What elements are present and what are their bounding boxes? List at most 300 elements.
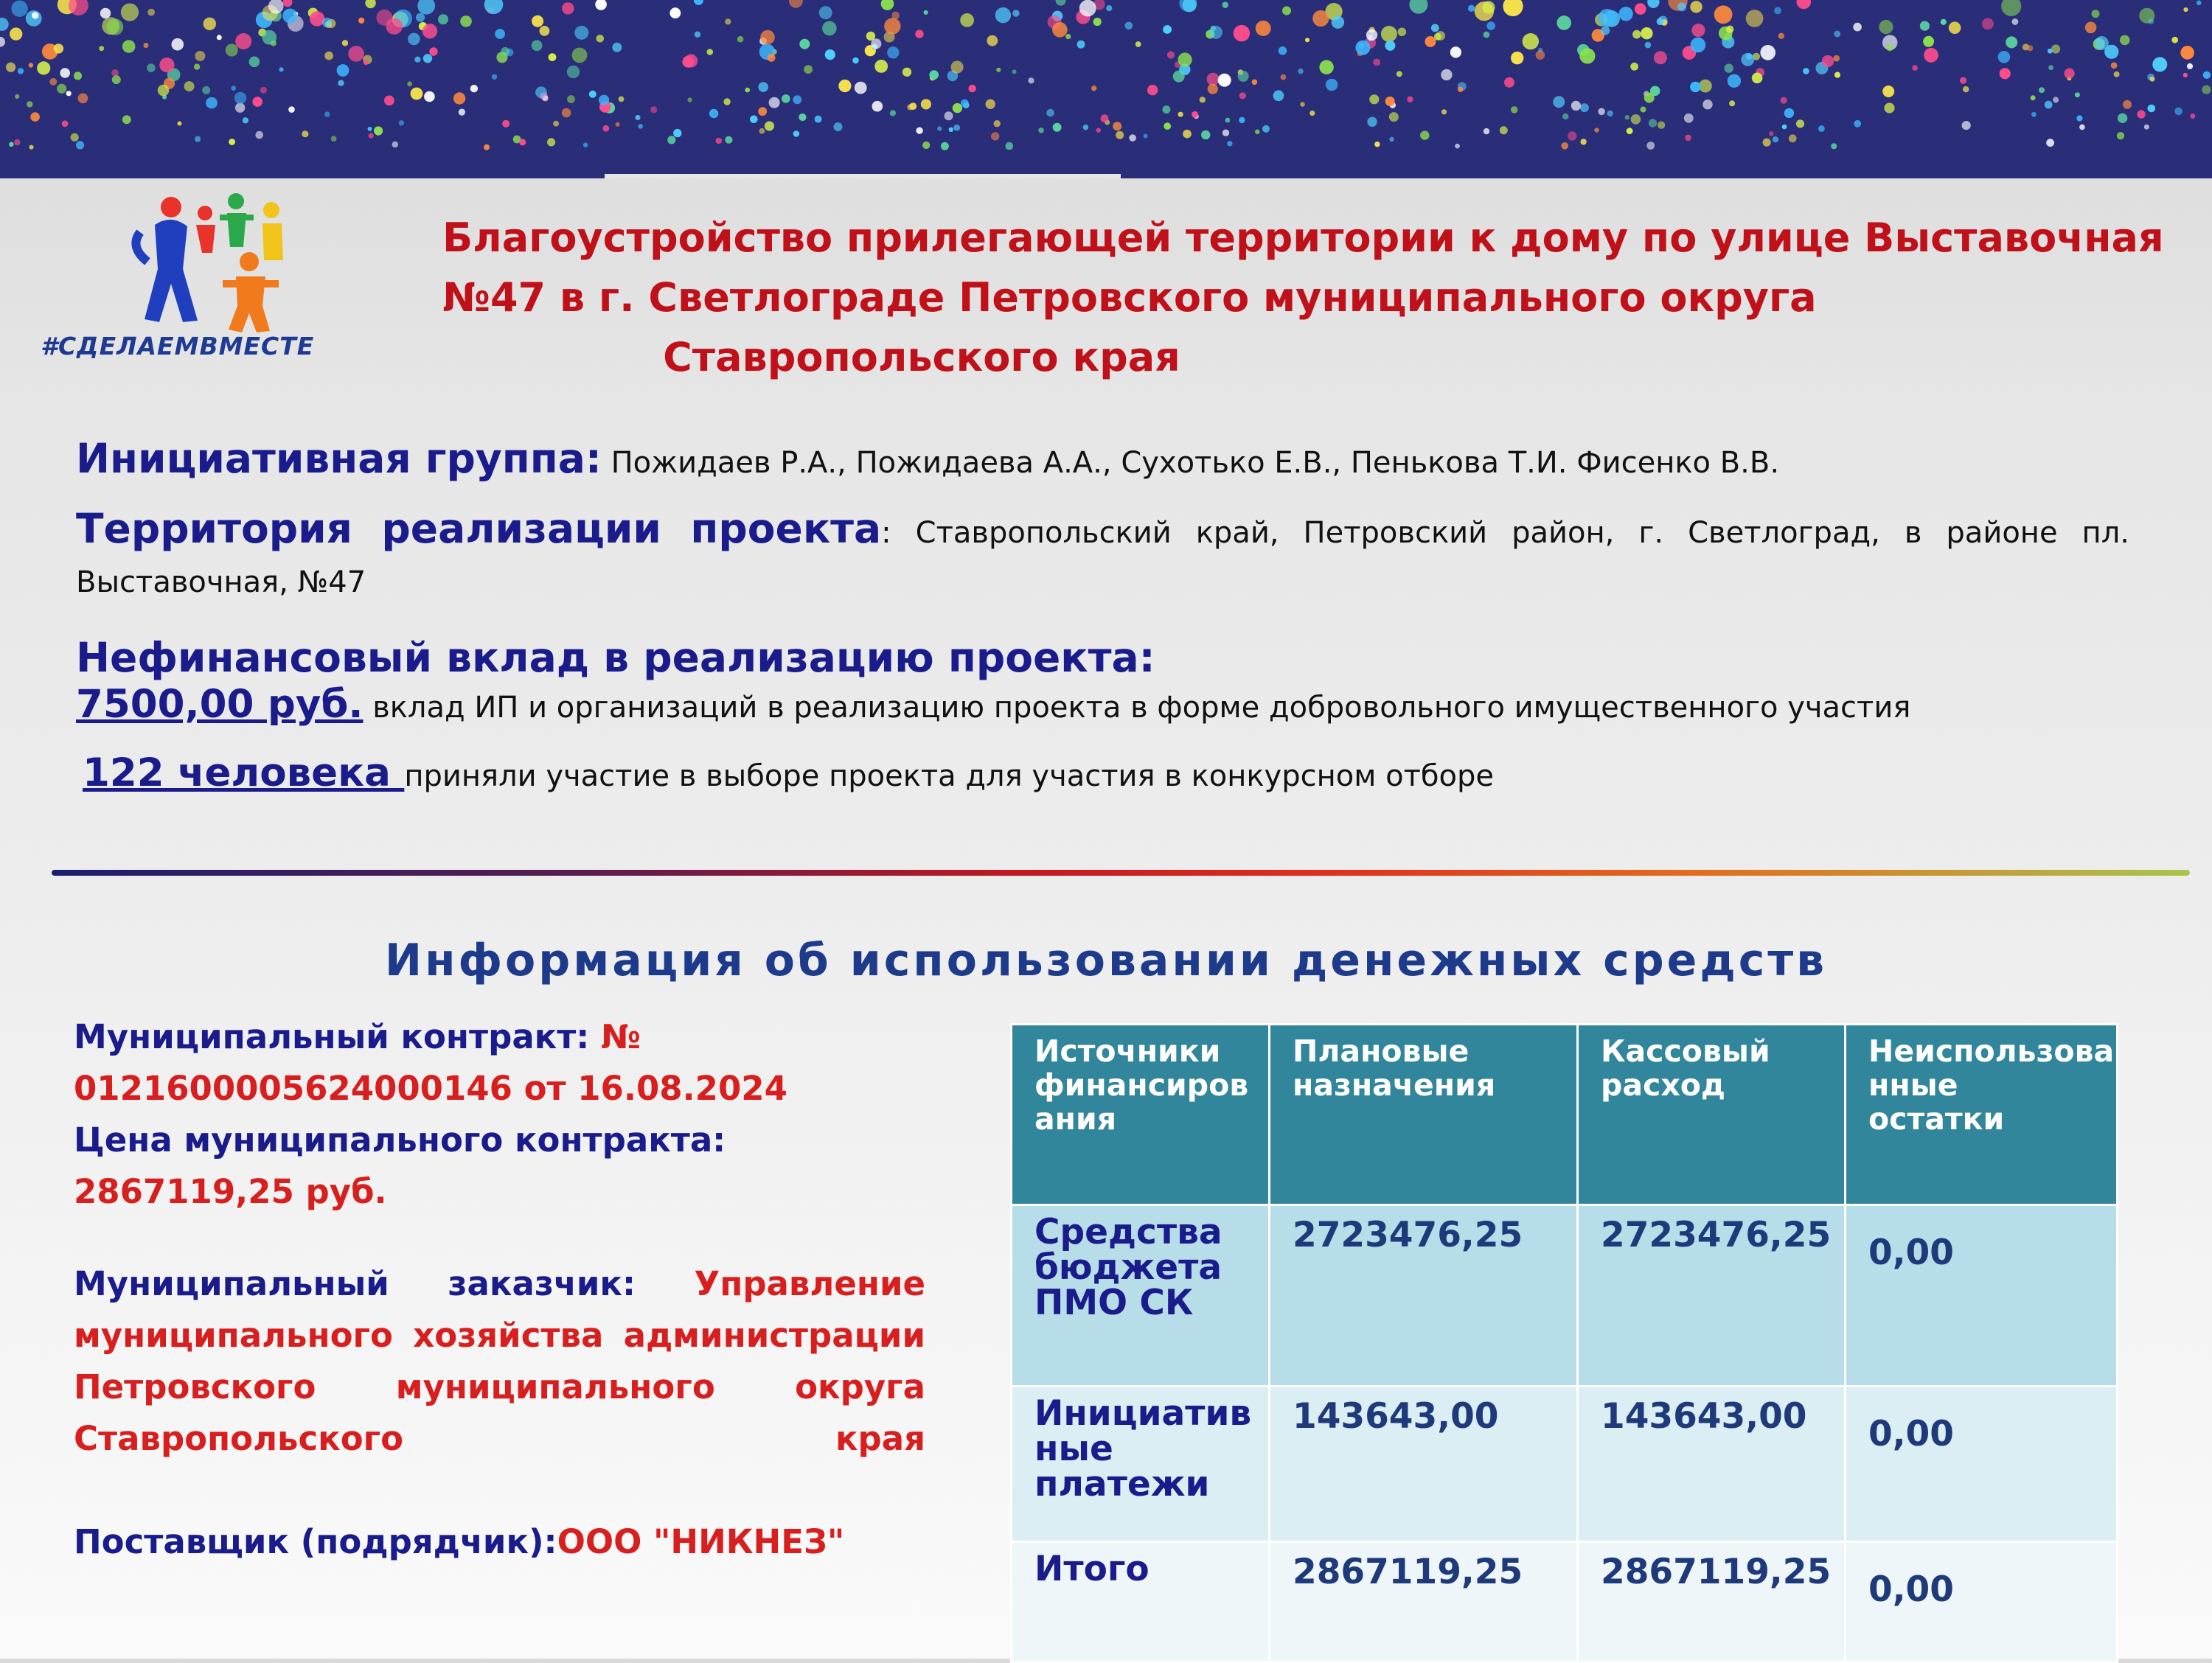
confetti-dot (459, 109, 465, 116)
confetti-dot (2065, 69, 2075, 79)
initiative-value: Пожидаев Р.А., Пожидаева А.А., Сухотько Е.В., Пенькова Т.И. Фисенко В.В. (601, 446, 1780, 480)
confetti-dot (921, 99, 931, 109)
confetti-dot (288, 106, 295, 113)
confetti-dot (1562, 114, 1568, 119)
confetti-dot (1923, 36, 1934, 47)
confetti-dot (562, 2, 574, 14)
confetti-dot (759, 128, 765, 134)
confetti-dot (1310, 111, 1315, 116)
confetti-dot (1831, 143, 1837, 149)
confetti-dot (769, 97, 780, 108)
nonfinancial-amount-row (76, 682, 2129, 727)
cell-spent: 2723476,25 (1578, 1205, 1846, 1387)
confetti-dot (789, 0, 803, 8)
confetti-dot (1468, 5, 1475, 12)
confetti-dot (616, 122, 620, 127)
confetti-dot (1326, 79, 1338, 91)
confetti-dot (599, 95, 609, 105)
confetti-dot (1369, 94, 1379, 104)
confetti-dot (890, 110, 896, 116)
confetti-dot (121, 4, 139, 21)
confetti-dot (1281, 74, 1287, 80)
header-banner (0, 0, 2212, 178)
territory-label: Территория реализации проекта (76, 505, 882, 552)
confetti-dot (1630, 63, 1638, 71)
confetti-dot (1209, 26, 1222, 39)
confetti-dot (1833, 55, 1840, 62)
confetti-dot (2203, 72, 2211, 79)
confetti-dot (902, 68, 911, 77)
confetti-dot (765, 121, 774, 130)
confetti-dot (1645, 42, 1652, 49)
confetti-dot (422, 24, 437, 38)
confetti-dot (1690, 1, 1702, 13)
confetti-dot (1834, 31, 1840, 38)
confetti-dot (1769, 131, 1773, 136)
confetti-dot (1579, 48, 1595, 63)
confetti-dot (2117, 132, 2124, 139)
confetti-dot (945, 111, 953, 120)
confetti-dot (1796, 119, 1804, 128)
confetti-dot (1607, 111, 1613, 116)
title-line: Ставропольского края (663, 334, 1180, 380)
confetti-dot (2053, 97, 2059, 102)
confetti-dot (1486, 21, 1495, 30)
confetti-dot (1056, 0, 1066, 6)
confetti-dot (583, 143, 588, 147)
confetti-dot (1561, 142, 1568, 150)
confetti-dot (1594, 128, 1599, 132)
confetti-dot (262, 30, 276, 45)
confetti-dot (1367, 117, 1377, 127)
page-title (442, 208, 2164, 387)
confetti-dot (78, 93, 88, 103)
confetti-dot (2000, 68, 2011, 79)
confetti-dot (1238, 71, 1249, 82)
confetti-dot (399, 120, 404, 125)
confetti-dot (1077, 41, 1085, 49)
confetti-dot (519, 139, 526, 145)
confetti-dot (1144, 134, 1148, 139)
confetti-dot (1366, 29, 1377, 41)
confetti-dot (235, 102, 245, 112)
confetti-dot (1884, 102, 1894, 113)
confetti-dot (159, 57, 174, 72)
confetti-dot (1178, 112, 1183, 117)
gradient-divider (52, 870, 2190, 876)
confetti-dot (2152, 57, 2167, 72)
confetti-dot (673, 129, 681, 137)
confetti-dot (937, 126, 942, 130)
confetti-dot (368, 127, 372, 131)
confetti-dot (2039, 87, 2045, 93)
confetti-dot (745, 88, 750, 93)
confetti-dot (1644, 93, 1655, 103)
confetti-dot (1503, 0, 1523, 16)
confetti-dot (2202, 86, 2211, 94)
confetti-dot (1192, 111, 1198, 118)
confetti-dot (612, 43, 622, 52)
confetti-dot (1854, 120, 1861, 128)
confetti-dot (195, 136, 201, 142)
confetti-dot (1571, 101, 1581, 111)
people-logo-icon (125, 181, 295, 335)
confetti-dot (1803, 68, 1809, 74)
confetti-dot (1135, 41, 1141, 47)
cell-spent: 143643,00 (1578, 1387, 1846, 1542)
confetti-dot (1853, 23, 1862, 32)
confetti-dot (204, 18, 216, 30)
confetti-dot (1431, 24, 1439, 32)
confetti-dot (619, 97, 625, 102)
confetti-dot (279, 67, 283, 72)
confetti-dot (324, 111, 330, 117)
confetti-dot (2027, 45, 2033, 51)
price-label: Цена муниципального контракта: (74, 1120, 726, 1160)
confetti-dot (2118, 114, 2127, 123)
confetti-dot (1635, 3, 1646, 15)
contract-info (74, 1011, 925, 1568)
confetti-dot (172, 38, 184, 51)
confetti-dot (1568, 131, 1576, 140)
supplier-block (74, 1516, 925, 1568)
nonfinancial-amount-text: вклад ИП и организаций в реализацию проекта в форме добровольного имущественного участия (363, 691, 1911, 725)
confetti-dot (723, 98, 730, 105)
confetti-dot (793, 95, 801, 104)
confetti-dot (1774, 7, 1781, 15)
confetti-dot (1183, 130, 1192, 139)
confetti-dot (2137, 110, 2145, 118)
confetti-dot (2174, 108, 2183, 116)
confetti-dot (122, 115, 131, 124)
confetti-dot (2148, 105, 2156, 113)
confetti-dot (1012, 69, 1017, 74)
confetti-dot (1631, 114, 1641, 125)
confetti-dot (107, 18, 124, 35)
supplier-label: Поставщик (подрядчик): (74, 1522, 557, 1561)
confetti-dot (1458, 87, 1463, 92)
confetti-dot (589, 91, 597, 98)
confetti-dot (2085, 22, 2097, 34)
confetti-dot (1389, 137, 1394, 142)
confetti-dot (66, 91, 72, 96)
confetti-dot (1407, 97, 1413, 102)
confetti-dot (111, 69, 119, 77)
confetti-dot (2123, 100, 2132, 109)
confetti-dot (916, 128, 922, 134)
confetti-dot (243, 117, 248, 123)
confetti-dot (1654, 51, 1667, 64)
confetti-dot (1557, 15, 1571, 30)
confetti-dot (1300, 102, 1305, 107)
confetti-dot (603, 125, 610, 132)
confetti-dot (1726, 26, 1733, 33)
confetti-dot (1106, 5, 1112, 11)
confetti-dot (74, 72, 82, 80)
participants-row (83, 750, 2136, 795)
confetti-dot (953, 103, 962, 113)
confetti-dot (929, 70, 939, 80)
confetti-dot (553, 121, 559, 127)
confetti-dot (1482, 1, 1495, 13)
confetti-dot (695, 32, 700, 38)
confetti-dot (1273, 90, 1284, 101)
confetti-dot (1425, 36, 1436, 47)
confetti-dot (819, 6, 832, 19)
confetti-dot (1208, 84, 1218, 94)
confetti-dot (567, 66, 580, 78)
confetti-dot (1420, 130, 1429, 139)
confetti-dot (1998, 51, 2011, 63)
confetti-dot (1703, 100, 1712, 109)
confetti-dot (178, 122, 182, 126)
confetti-dot (1949, 21, 1961, 34)
confetti-dot (1760, 45, 1775, 60)
confetti-dot (951, 60, 964, 73)
confetti-dot (1455, 144, 1460, 149)
confetti-dot (1728, 74, 1741, 88)
confetti-dot (725, 136, 732, 144)
confetti-dot (1962, 121, 1971, 130)
confetti-dot (986, 100, 995, 109)
confetti-dot (961, 100, 969, 108)
confetti-dot (1580, 103, 1589, 112)
confetti-dot (1646, 142, 1655, 150)
confetti-dot (1101, 114, 1109, 122)
confetti-dot (2183, 7, 2188, 12)
confetti-dot (144, 43, 149, 48)
confetti-dot (1511, 52, 1523, 64)
confetti-dot (1374, 142, 1380, 147)
confetti-dot (2187, 63, 2193, 69)
confetti-dot (1397, 71, 1402, 77)
confetti-dot (1504, 77, 1514, 88)
confetti-dot (365, 0, 375, 8)
contract-number-value: № 0121600005624000146 от 16.08.2024 (74, 1017, 787, 1108)
confetti-dot (540, 26, 550, 36)
customer-label: Муниципальный заказчик: (74, 1264, 695, 1303)
confetti-dot (1319, 60, 1333, 74)
confetti-dot (283, 0, 293, 7)
confetti-dot (1332, 16, 1344, 29)
confetti-dot (2114, 72, 2120, 77)
confetti-dot (71, 133, 79, 142)
confetti-dot (112, 75, 121, 84)
confetti-dot (1618, 7, 1632, 21)
confetti-dot (1234, 25, 1250, 41)
table-row (1012, 1205, 2118, 1387)
confetti-dot (909, 102, 917, 110)
hashtag-label: #СДЕЛАЕМВМЕСТЕ (41, 332, 315, 360)
participants-text: приняли участие в выборе проекта для участия в конкурсном отборе (404, 759, 1495, 793)
confetti-dot (226, 43, 238, 56)
confetti-dot (725, 18, 731, 24)
confetti-dot (348, 46, 364, 62)
participants-count: 122 человека (83, 750, 405, 795)
confetti-dot (249, 57, 260, 68)
customer-value: Управление муниципального хозяйства администрации Петровского муниципального округа Ставропольского края (74, 1264, 925, 1458)
confetti-dot (255, 131, 263, 139)
confetti-dot (1028, 77, 1034, 83)
confetti-dot (825, 49, 835, 60)
confetti-dot (1298, 69, 1303, 74)
initiative-group (76, 435, 2129, 482)
header-spent: Кассовый расход (1578, 1025, 1846, 1205)
confetti-dot (501, 47, 509, 56)
confetti-dot (2120, 35, 2130, 46)
table-header-row (1012, 1025, 2118, 1205)
confetti-dot (716, 138, 723, 144)
confetti-dot (996, 68, 1001, 72)
title-line: Благоустройство прилегающей территории к дому по улице Выставочная (442, 215, 2164, 261)
confetti-dot (815, 116, 822, 123)
confetti-dot (417, 0, 435, 15)
confetti-dot (1484, 32, 1490, 38)
confetti-dot (76, 141, 84, 149)
confetti-dot (358, 18, 364, 24)
confetti-dot (1385, 97, 1395, 106)
confetti-dot (915, 29, 923, 38)
confetti-dot (1046, 109, 1054, 117)
confetti-dot (15, 94, 19, 99)
confetti-dot (1279, 46, 1287, 55)
confetti-dot (1789, 134, 1797, 142)
confetti-dot (2079, 125, 2085, 130)
confetti-dot (502, 120, 509, 128)
confetti-dot (1222, 130, 1229, 136)
confetti-dot (650, 106, 657, 113)
confetti-dot (10, 27, 22, 40)
confetti-dot (782, 94, 790, 103)
confetti-dot (1218, 74, 1231, 87)
confetti-dot (2045, 101, 2053, 109)
confetti-dot (1173, 71, 1185, 83)
confetti-dot (2006, 36, 2017, 48)
confetti-dot (1511, 106, 1518, 114)
confetti-dot (1167, 51, 1175, 58)
confetti-dot (1038, 128, 1044, 133)
confetti-dot (54, 43, 63, 53)
confetti-dot (0, 37, 5, 47)
confetti-dot (1450, 46, 1461, 57)
confetti-dot (1982, 18, 1994, 29)
cell-source: Инициатив ные платежи (1012, 1387, 1270, 1542)
confetti-dot (1752, 73, 1763, 84)
confetti-dot (32, 12, 38, 18)
confetti-dot (1691, 24, 1705, 37)
confetti-dot (638, 124, 643, 129)
confetti-dot (2171, 37, 2178, 43)
confetti-dot (572, 48, 588, 63)
confetti-dot (1782, 125, 1787, 130)
confetti-dot (460, 15, 472, 27)
confetti-dot (1012, 10, 1020, 17)
confetti-dot (2180, 46, 2194, 60)
confetti-dot (1385, 41, 1395, 51)
confetti-dot (1093, 18, 1102, 26)
confetti-dot (2183, 73, 2188, 77)
confetti-dot (1784, 108, 1794, 118)
confetti-dot (1079, 0, 1096, 17)
confetti-dot (29, 145, 33, 150)
confetti-dot (302, 130, 308, 137)
confetti-dot (2012, 18, 2019, 25)
confetti-dot (884, 18, 900, 34)
nonfinancial-label: Нефинансовый вклад в реализацию проекта: (76, 634, 1155, 681)
confetti-dot (1641, 27, 1652, 39)
confetti-dot (217, 35, 222, 40)
confetti-dot (1684, 114, 1694, 123)
confetti-dot (1164, 122, 1171, 130)
confetti-dot (57, 84, 66, 94)
confetti-dot (758, 107, 767, 116)
confetti-dot (1096, 128, 1101, 133)
confetti-dot (991, 132, 999, 140)
confetti-dot (184, 81, 195, 91)
confetti-dot (392, 142, 398, 147)
confetti-dot (1381, 26, 1397, 42)
cell-remaining: 0,00 (1846, 1387, 2118, 1542)
confetti-dot (707, 49, 714, 55)
confetti-dot (1436, 31, 1445, 41)
confetti-dot (1641, 107, 1646, 113)
confetti-dot (872, 101, 883, 112)
finance-table (1010, 1023, 2118, 1663)
confetti-dot (407, 81, 412, 86)
confetti-dot (1441, 69, 1452, 80)
confetti-dot (669, 7, 681, 18)
confetti-dot (338, 80, 344, 86)
confetti-dot (1580, 139, 1586, 144)
confetti-dot (1553, 96, 1565, 108)
confetti-dot (1963, 86, 1969, 92)
territory (76, 504, 2129, 607)
confetti-dot (994, 120, 1001, 127)
confetti-dot (1227, 141, 1232, 146)
confetti-dot (852, 57, 859, 64)
confetti-dot (423, 54, 432, 63)
confetti-dot (1239, 92, 1246, 99)
header-planned: Плановые назначения (1270, 1025, 1578, 1205)
confetti-dot (1163, 25, 1172, 34)
confetti-dot (2075, 92, 2080, 97)
confetti-dot (2031, 112, 2037, 117)
confetti-dot (1239, 117, 1245, 123)
price-value: 2867119,25 руб. (74, 1172, 387, 1211)
confetti-dot (1725, 63, 1733, 72)
nonfinancial-heading (76, 634, 2129, 681)
confetti-dot (484, 0, 504, 14)
confetti-dot (887, 46, 899, 58)
confetti-dot (30, 112, 40, 122)
confetti-dot (231, 86, 236, 91)
confetti-dot (386, 18, 403, 35)
cell-planned: 143643,00 (1270, 1387, 1578, 1542)
confetti-dot (1941, 19, 1947, 25)
confetti-dot (881, 0, 894, 10)
confetti-dot (667, 136, 675, 144)
confetti-dot (1484, 128, 1489, 134)
confetti-dot (194, 63, 200, 69)
confetti-dot (195, 51, 205, 61)
confetti-dot (492, 74, 497, 80)
confetti-dot (532, 15, 543, 27)
territory-value: : Ставропольский край, Петровский район, г. Светлоград, в районе пл. Выставочная, №47 (76, 516, 2129, 599)
confetti-dot (202, 86, 210, 94)
cell-planned: 2867119,25 (1270, 1542, 1578, 1662)
confetti-dot (1627, 128, 1633, 134)
confetti-dot (2048, 65, 2053, 70)
